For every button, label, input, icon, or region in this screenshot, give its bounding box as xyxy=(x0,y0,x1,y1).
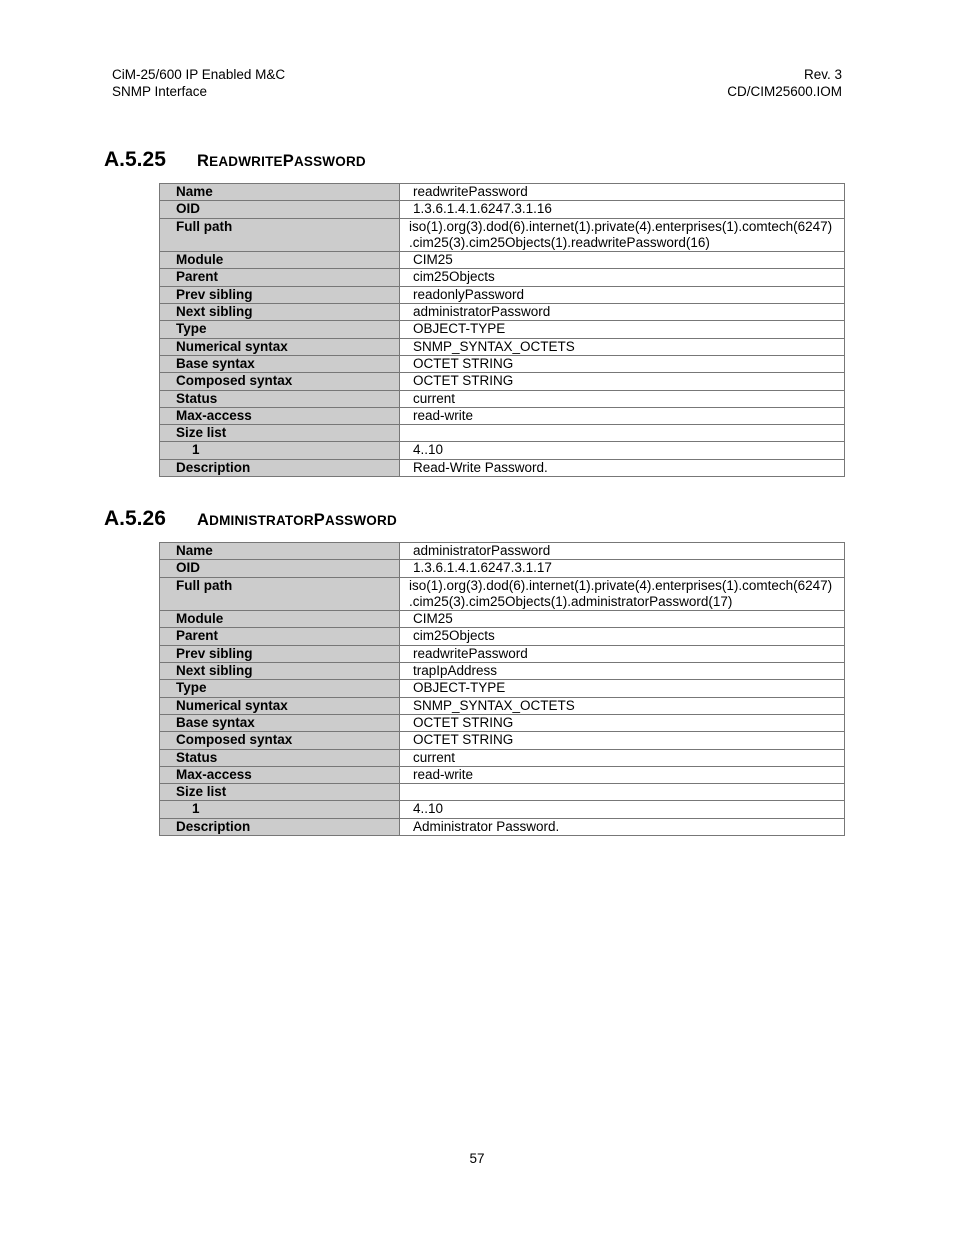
header-left xyxy=(112,67,285,100)
mib-object-table xyxy=(159,542,845,836)
row-key: Name xyxy=(160,184,400,201)
row-key: Base syntax xyxy=(160,355,400,372)
row-value: read-write xyxy=(400,407,845,424)
row-value: administratorPassword xyxy=(400,543,845,560)
row-key: Max-access xyxy=(160,407,400,424)
row-value: readwritePassword xyxy=(400,645,845,662)
table-row xyxy=(160,218,845,252)
section-title: READWRITEPASSWORD xyxy=(197,152,366,170)
table-row xyxy=(160,407,845,424)
row-value: cim25Objects xyxy=(400,628,845,645)
table-row xyxy=(160,818,845,835)
section-heading xyxy=(104,507,844,535)
row-value: OBJECT-TYPE xyxy=(400,321,845,338)
row-key: Type xyxy=(160,321,400,338)
row-value: cim25Objects xyxy=(400,269,845,286)
table-row xyxy=(160,304,845,321)
row-key: Description xyxy=(160,818,400,835)
table-row xyxy=(160,373,845,390)
row-value: 4..10 xyxy=(400,801,845,818)
mib-object-table xyxy=(159,183,845,477)
row-key: Next sibling xyxy=(160,663,400,680)
row-key: Status xyxy=(160,749,400,766)
row-key: Composed syntax xyxy=(160,373,400,390)
row-value: 1.3.6.1.4.1.6247.3.1.17 xyxy=(400,560,845,577)
section-readwrite-password xyxy=(104,148,844,477)
row-value: 4..10 xyxy=(400,442,845,459)
table-row xyxy=(160,697,845,714)
section-administrator-password xyxy=(104,507,844,836)
row-key: Numerical syntax xyxy=(160,697,400,714)
header-right xyxy=(727,67,842,100)
row-value: SNMP_SYNTAX_OCTETS xyxy=(400,697,845,714)
table-row xyxy=(160,184,845,201)
row-value: readwritePassword xyxy=(400,184,845,201)
row-value: current xyxy=(400,390,845,407)
row-value xyxy=(400,425,845,442)
row-key: Max-access xyxy=(160,766,400,783)
table-row xyxy=(160,645,845,662)
table-row xyxy=(160,355,845,372)
table-row xyxy=(160,252,845,269)
section-number: A.5.26 xyxy=(104,507,166,530)
table-row xyxy=(160,425,845,442)
table-row xyxy=(160,663,845,680)
row-key: OID xyxy=(160,560,400,577)
table-row xyxy=(160,766,845,783)
row-key: Module xyxy=(160,252,400,269)
row-key: Status xyxy=(160,390,400,407)
table-row xyxy=(160,801,845,818)
section-title: ADMINISTRATORPASSWORD xyxy=(197,511,397,529)
row-value: OCTET STRING xyxy=(400,355,845,372)
row-value: current xyxy=(400,749,845,766)
table-row xyxy=(160,338,845,355)
row-value: administratorPassword xyxy=(400,304,845,321)
document-subtitle: SNMP Interface xyxy=(112,83,208,99)
table-row xyxy=(160,714,845,731)
row-value: readonlyPassword xyxy=(400,286,845,303)
row-value: read-write xyxy=(400,766,845,783)
row-key: Full path xyxy=(160,218,400,252)
table-row xyxy=(160,560,845,577)
row-key: Module xyxy=(160,611,400,628)
row-key: Prev sibling xyxy=(160,286,400,303)
row-value: Read-Write Password. xyxy=(400,459,845,476)
table-row xyxy=(160,611,845,628)
row-value: Administrator Password. xyxy=(400,818,845,835)
table-row xyxy=(160,784,845,801)
row-value: CIM25 xyxy=(400,252,845,269)
table-row xyxy=(160,442,845,459)
row-key: Composed syntax xyxy=(160,732,400,749)
row-key: Next sibling xyxy=(160,304,400,321)
table-row xyxy=(160,390,845,407)
row-key: 1 xyxy=(160,442,400,459)
row-key: Prev sibling xyxy=(160,645,400,662)
table-row xyxy=(160,543,845,560)
row-value: OCTET STRING xyxy=(400,373,845,390)
revision-label: Rev. 3 xyxy=(803,67,842,82)
table-row xyxy=(160,680,845,697)
table-row xyxy=(160,732,845,749)
table-row xyxy=(160,749,845,766)
row-key: Size list xyxy=(160,784,400,801)
document-title: CiM-25/600 IP Enabled M&C xyxy=(112,67,286,82)
table-row xyxy=(160,459,845,476)
row-key: Full path xyxy=(160,577,400,611)
row-key: Parent xyxy=(160,628,400,645)
row-key: Size list xyxy=(160,425,400,442)
row-key: Type xyxy=(160,680,400,697)
row-value: OCTET STRING xyxy=(400,714,845,731)
row-value: iso(1).org(3).dod(6).internet(1).private(4).enterprises(1).comtech(6247) .cim25(3).cim25Objects(1).administratorPassword(17) xyxy=(400,577,845,611)
table-row xyxy=(160,286,845,303)
row-key: Name xyxy=(160,543,400,560)
table-row xyxy=(160,321,845,338)
row-value: 1.3.6.1.4.1.6247.3.1.16 xyxy=(400,201,845,218)
row-value: OCTET STRING xyxy=(400,732,845,749)
table-row xyxy=(160,269,845,286)
row-value: OBJECT-TYPE xyxy=(400,680,845,697)
row-value: CIM25 xyxy=(400,611,845,628)
row-value: trapIpAddress xyxy=(400,663,845,680)
document-code: CD/CIM25600.IOM xyxy=(727,83,842,99)
table-row xyxy=(160,628,845,645)
row-value xyxy=(400,784,845,801)
row-key: Base syntax xyxy=(160,714,400,731)
row-key: Numerical syntax xyxy=(160,338,400,355)
row-value: SNMP_SYNTAX_OCTETS xyxy=(400,338,845,355)
page-number: 57 xyxy=(469,1151,485,1166)
section-heading xyxy=(104,148,844,176)
row-key: 1 xyxy=(160,801,400,818)
table-row xyxy=(160,577,845,611)
section-number: A.5.25 xyxy=(104,148,166,171)
row-key: OID xyxy=(160,201,400,218)
table-row xyxy=(160,201,845,218)
row-value: iso(1).org(3).dod(6).internet(1).private(4).enterprises(1).comtech(6247) .cim25(3).cim25Objects(1).readwritePassword(16) xyxy=(400,218,845,252)
row-key: Description xyxy=(160,459,400,476)
row-key: Parent xyxy=(160,269,400,286)
